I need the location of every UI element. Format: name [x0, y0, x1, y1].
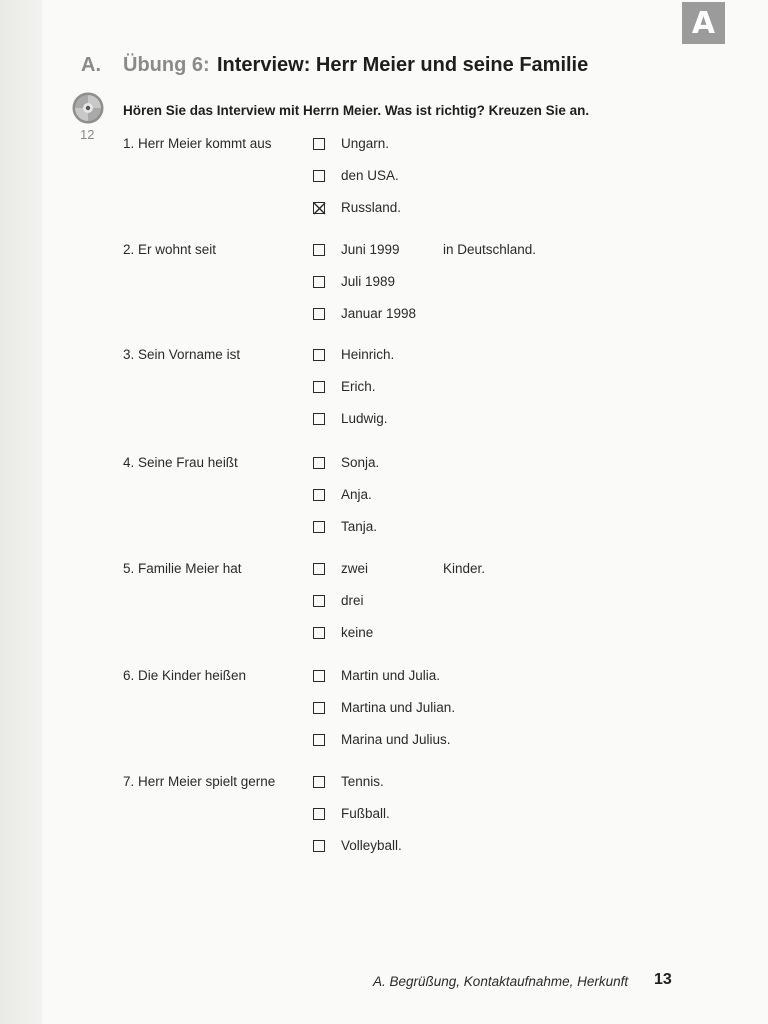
exercise-title: Interview: Herr Meier und seine Familie — [217, 54, 589, 76]
option-label: Juli 1989 — [341, 274, 396, 289]
option-label: Ungarn. — [341, 136, 390, 151]
option-label: Erich. — [341, 379, 376, 394]
checkbox[interactable] — [313, 563, 325, 575]
question-prompt: 6. Die Kinder heißen — [123, 668, 247, 683]
cross-mark-icon — [313, 202, 326, 215]
checkbox[interactable] — [313, 627, 325, 639]
checkbox[interactable] — [313, 349, 325, 361]
option-label: drei — [341, 593, 364, 608]
option-label: Martina und Julian. — [341, 700, 456, 715]
question-suffix: Kinder. — [443, 561, 486, 576]
checkbox[interactable] — [313, 734, 325, 746]
option-label: Volleyball. — [341, 838, 402, 853]
question-prompt: 1. Herr Meier kommt aus — [123, 136, 272, 151]
checkbox-checked[interactable] — [313, 202, 325, 214]
option-label: Marina und Julius. — [341, 732, 451, 747]
checkbox[interactable] — [313, 457, 325, 469]
checkbox[interactable] — [313, 776, 325, 788]
option-label: Sonja. — [341, 455, 380, 470]
checkbox[interactable] — [313, 381, 325, 393]
page-gutter — [0, 0, 42, 1024]
question-prompt: 7. Herr Meier spielt gerne — [123, 774, 276, 789]
checkbox[interactable] — [313, 489, 325, 501]
question-prompt: 3. Sein Vorname ist — [123, 347, 241, 362]
instruction: Hören Sie das Interview mit Herrn Meier. Was ist richtig? Kreuzen Sie an. — [123, 103, 590, 118]
option-label: Heinrich. — [341, 347, 395, 362]
page-number: 13 — [654, 971, 672, 988]
checkbox[interactable] — [313, 702, 325, 714]
checkbox[interactable] — [313, 170, 325, 182]
option-label: Januar 1998 — [341, 306, 417, 321]
option-label: Anja. — [341, 487, 372, 502]
question-prompt: 2. Er wohnt seit — [123, 242, 217, 257]
option-label: den USA. — [341, 168, 399, 183]
option-label: Tennis. — [341, 774, 384, 789]
workbook-page — [42, 0, 768, 1024]
checkbox[interactable] — [313, 521, 325, 533]
question-prompt: 4. Seine Frau heißt — [123, 455, 238, 470]
checkbox[interactable] — [313, 138, 325, 150]
option-label: Fußball. — [341, 806, 390, 821]
checkbox[interactable] — [313, 840, 325, 852]
footer-chapter: A. Begrüßung, Kontaktaufnahme, Herkunft — [373, 974, 629, 989]
option-label: Tanja. — [341, 519, 378, 534]
option-label: zwei — [341, 561, 369, 576]
checkbox[interactable] — [313, 308, 325, 320]
question-suffix: in Deutschland. — [443, 242, 537, 257]
checkbox[interactable] — [313, 244, 325, 256]
track-number: 12 — [80, 127, 95, 142]
option-label: Juni 1999 — [341, 242, 400, 257]
cd-icon — [72, 92, 104, 124]
option-label: Martin und Julia. — [341, 668, 441, 683]
chapter-tab: A — [682, 2, 725, 44]
option-label: Ludwig. — [341, 411, 388, 426]
option-label: keine — [341, 625, 374, 640]
exercise-number: Übung 6: — [123, 54, 210, 76]
checkbox[interactable] — [313, 413, 325, 425]
question-prompt: 5. Familie Meier hat — [123, 561, 242, 576]
option-label: Russland. — [341, 200, 402, 215]
heading-letter: A. — [81, 54, 101, 76]
checkbox[interactable] — [313, 670, 325, 682]
checkbox[interactable] — [313, 595, 325, 607]
checkbox[interactable] — [313, 808, 325, 820]
checkbox[interactable] — [313, 276, 325, 288]
